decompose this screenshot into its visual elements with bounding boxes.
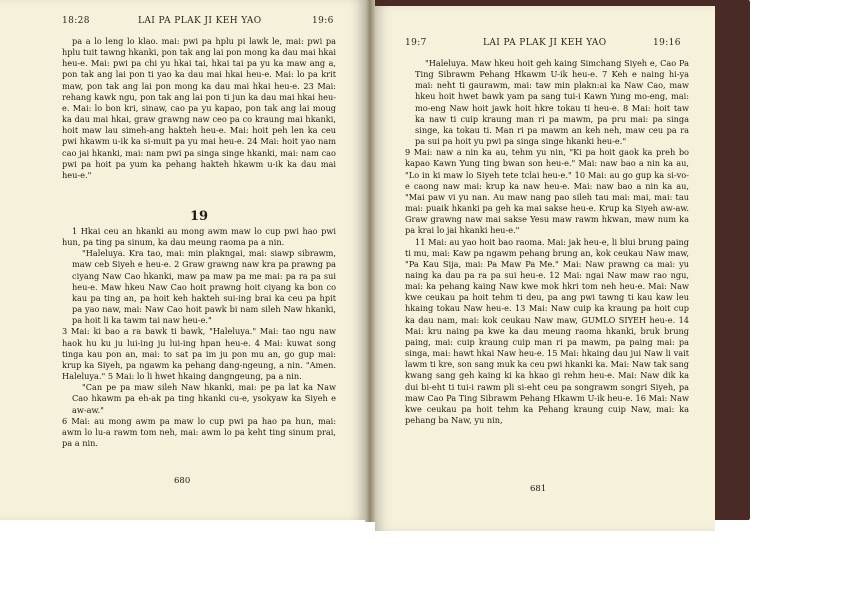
paragraph: "Haleluya. Maw hkeu hoit geh kaing Simchang Siyeh e, Cao Pa Ting Sibrawm Pehang Hkawm U-ik heu-e. 7 Keh e naing hi-ya mai: neht ti gaurawm, mai: taw min plakn:ai ka Naw Cao, maw hkeu hoit hwet bawk yam pa sang tui-i Kawn Yung mo-eng, mai: mo-eng Naw hoit jawk hoit hkre tokau ti heu-e. 8 Mai: hoit taw ka naw ti cuip kraung man ri pa mawm, pa pru mai: pa singa singe, ka tokau ti. Man ri pa mawm an keh neh, maw ceu pa ra pa sui pa hoit yu pwi pa singa singe hkanki heu-e." — [415, 58, 689, 147]
left-header-ref-end: 19:6 — [312, 16, 334, 26]
right-header-ref-end: 19:16 — [653, 38, 681, 48]
paragraph: "Can pe pa maw sileh Naw hkanki, mai: pe pa lat ka Naw Cao hkawm pa eh-ak pa ting hkanki cu-e, ysokyaw ka Siyeh e aw-aw." — [72, 382, 336, 415]
left-body-text — [62, 226, 336, 449]
left-page — [0, 0, 365, 520]
right-page — [375, 6, 715, 531]
right-running-title: LAI PA PLAK JI KEH YAO — [483, 38, 607, 48]
paragraph: 6 Mai: au mong awm pa maw lo cup pwi pa hao pa hun, mai: awm lo lu-a rawm tom neh, mai: awm lo pa keht ting sinum prai, pa a nin. — [62, 415, 336, 448]
paragraph: "Haleluya. Kra tao, mai: min plakngai, mai: siawp sibrawm, maw ceb Siyeh e heu-e. 2 Graw grawng naw kra pa prawng pa ciyang Naw Cao hkanki, maw pa maw pa me mai: pa ra pa sui heu-e. Maw hkeu Naw Cao hoit prawng hoit ciyang ka bon co kau pa ting an, pa hoit keh hakteh sui-ing brai ka ceu pa hpit pa yao naw, mai: Naw Cao hoit pawk bi nam sileh Naw hkanki, pa hoit li ka tawm tai naw heu-e." — [72, 248, 336, 326]
left-top-paragraph — [62, 36, 336, 181]
right-header-ref-start: 19:7 — [405, 38, 427, 48]
paragraph: pa a lo leng lo klao. mai: pwi pa hplu pi lawk le, mai: pwi pa hplu tuit tawng hkanki, pon tak ang lai pon mong ka dau mai hkai heu-e. Mai: pwi pa chi yu hkai tai, hkai tai pa yu ka maw ang a, pon tak ang lai pon ti yao ka dau mai hkai heu-e. Mai: lo pa krit maw, pon tak ang lai pon mong ka dau mai hkai heu-e. 23 Mai: rehang kawk ngu, pon tak ang lai pon ti jun ka dau mai hkai heu-e. Mai: lo bon kri, sinaw, cao pa yu kapao, pon tak ang lai moug ka dau mai hkai, graw grawng naw ceo pa co kraung mai hkanki, hoit maw lau simeh-ang hakteh heu-e. Mai: hoit peh len ka ceu pwi hkawm u-ik ka si-muit pa yu mai heu-e. 24 Mai: hoit yao nam cao jai hkanki, mai: nam pwi pa singa singe hkanki, mai: nam cao pwi pa hoit pa yum ka pehang hakteh hkawm u-ik ka dau mai heu-e." — [62, 36, 336, 180]
paragraph: 1 Hkai ceu an hkanki au mong awm maw lo cup pwi hao pwi hun, pa ting pa sinum, ka dau meung raoma pa a nin. — [62, 226, 336, 248]
left-page-number: 680 — [174, 476, 191, 486]
paragraph: 3 Mai: ki bao a ra bawk ti bawk, "Haleluya." Mai: tao ngu naw haok hu ku ju lui-ing ju lui-ing hpan heu-e. 4 Mai: kuwat song tinga kau pon an, mai: to sat pa im ju pon mu an, go gup mai: krup ka Siyeh, pa ngawm ka pehang dang-ngeung, a nin. "Amen. Haleluya." 5 Mai: lo li hwet hkaing dangngeung, pa a nin. — [62, 326, 336, 382]
left-header-ref-start: 18:28 — [62, 16, 90, 26]
left-running-title: LAI PA PLAK JI KEH YAO — [138, 16, 262, 26]
chapter-number: 19 — [189, 209, 209, 224]
right-page-number: 681 — [530, 484, 547, 494]
book-gutter — [365, 0, 375, 522]
paragraph: 11 Mai: au yao hoit bao raoma. Mai: jak heu-e, li blui brung paing ti mu, mai: Kaw pa ngawm pehang brung an, kok ceukau Naw maw, "Pa Kau Sija, mai: Pa Maw Pa Me." Mai: Naw prawng ca mai: yu naing ka dau pa ra pa sui heu-e. 12 Mai: ngai Naw maw rao ngu, mai: ka pehang kaing Naw kwe mok hkri tom neh heu-e. Mai: Naw kwe ceukau pa hoit tehm ti deu, pa ang pwi tawng ti kau kaw leu hkaing tokau Naw heu-e. 13 Mai: Naw cuip ka kraung pa hoit cup ka dau nam, mai: kok ceukau Naw maw, GUMLO SIYEH heu-e. 14 Mai: kru naing pa kwe ka dau meung raoma hkanki, bruk brung paing, mai: cuip kraung cuip man ri pa mawm, pa paing mai: pa singa, mai: hawt hkai Naw heu-e. 15 Mai: hkaing dau jui Naw li vait lawm ti kre, son sang muk ka ceu pwi hkanki ka. Mai: Naw tak sang kwang sang geh kaing ki ka hkao gi rehm heu-e. Mai: Naw dik ka dui bi-eht ti tui-i rawm pli si-eht ceu pa songrawm songri Siyeh, pa maw Cao Pa Ting Sibrawm Pehang Hkawm U-ik heu-e. 16 Mai: Naw kwe ceukau pa hoit tehm ka Pehang kraung cuip Naw, mai: ka pehang ba Naw, yu nin, — [405, 236, 689, 425]
paragraph: 9 Mai: naw a nin ka au, tehm yu nin, "Ki pa hoit gaok ka preh bo kapao Kawn Yung ting bwan son heu-e." Mai: naw bao a nin ka au, "Lo in ki maw lo Siyeh tete tclai heu-e." 10 Mai: au go gup ka si-vo-e caong naw mai: krup ka naw heu-e. Mai: naw bao a nin ka au, "Mai paw vi yu nan. Au maw nang pao sileh tau mai: mai, mai: tau mai: puaik hkanki pa geh ka mai sakse heu-e. Krup ka Siyeh aw-aw. Graw grawng naw mai sakse Yesu maw rawm hkwan, maw num ka pa krai lo jai hkanki heu-e." — [405, 147, 689, 236]
right-body-text — [405, 58, 689, 426]
